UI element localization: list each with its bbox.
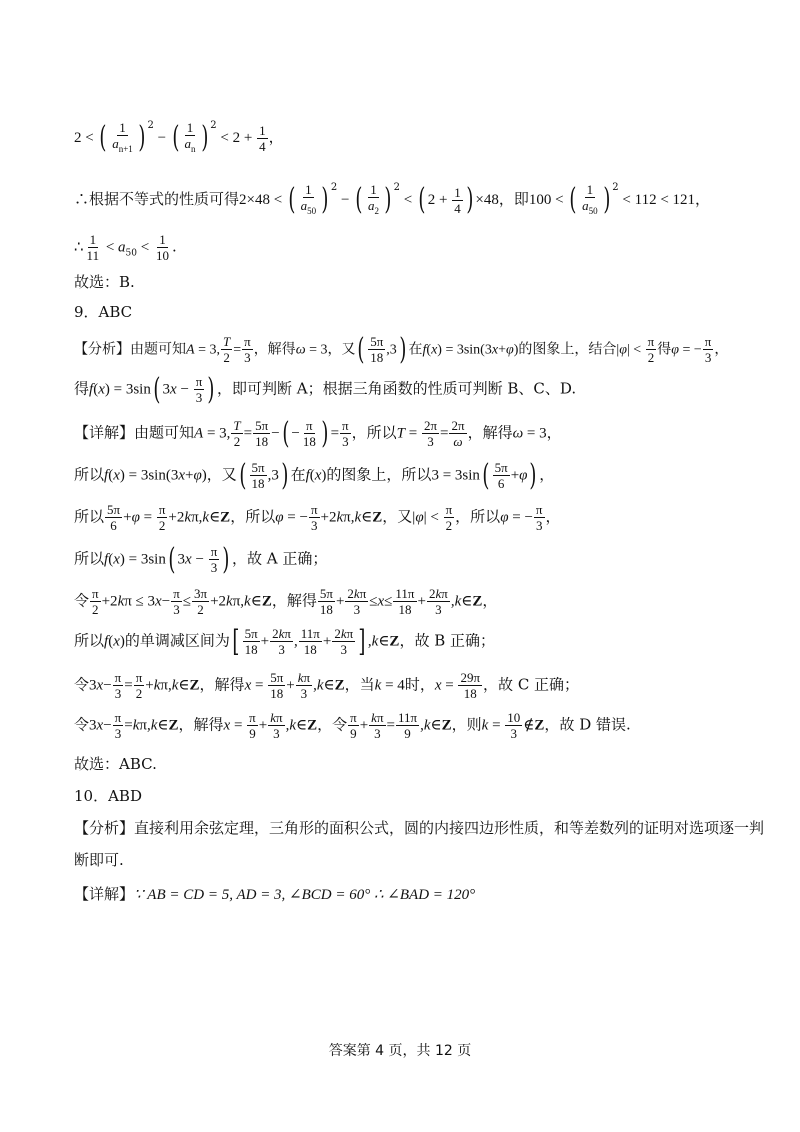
q9-detail-line-4: 所以f(x) = 3sin( 3x − $\frac{\pi}{3}$ ) ，故 A 正确；: [74, 541, 328, 577]
page-footer: 答案第 4 页，共 12 页: [328, 1043, 472, 1059]
result-line: ∴ $\frac{1}{11}$ < $a_{50}$ < $\frac{1}{10}$ .: [74, 232, 177, 263]
answer-line-9: 故选：ABC.: [74, 755, 157, 773]
q10-analysis-line-2: 断即可.: [74, 851, 124, 869]
q9-detail-line-5: 令 $\frac{\pi}{2}$ +2kπ ≤ 3x− $\frac{\pi}{3}$ ≤ $\frac{3\pi}{2}$ +2kπ,k∈Z，解得 $\frac{5\pi}{18}$ + $\frac{2k\pi}{3}$ ≤x≤ $\frac{11\pi}{18}$ + $\frac{2k\pi}{3}$ ,k∈Z，: [74, 586, 498, 617]
answer-line-8: 故选：B.: [74, 273, 135, 291]
q9-detail-line-8: 令3x− $\frac{\pi}{3}$ =kπ,k∈Z，解得x = $\frac{\pi}{9}$ + $\frac{k\pi}{3}$ ,k∈Z，令 $\frac{\pi}{9}$ + $\frac{k\pi}{3}$ = $\frac{11\pi}{9}$ ,k∈Z，则k = $\frac{10}{3}$ ∉Z，故 D 错误.: [74, 710, 631, 741]
q9-detail-line-7: 令3x− $\frac{\pi}{3}$ = $\frac{\pi}{2}$ +kπ,k∈Z，解得x = $\frac{5\pi}{18}$ + $\frac{k\pi}{3}$ ,k∈Z，当k = 4时，x = $\frac{29\pi}{18}$ ，故 C 正确；: [74, 670, 580, 701]
inequality-line-2: ∴根据不等式的性质可得2×48 < ( $\frac{1}{a_{50}}$ ) $^2$ − ( $\frac{1}{a_2}$ ) $^2$ < ( 2 + $\frac{1}{4}$ ) ×48，即100 < ( $\frac{1}{a_{50}}$ ) $^2$ < 112 < 121，: [74, 181, 711, 217]
q10-detail-line-1: 【详解】∵ AB = CD = 5, AD = 3, ∠BCD = 60° ∴ ∠BAD = 120°: [74, 885, 476, 903]
q9-analysis-line-1: 【分析】由题可知A = 3, $\frac{T}{2}$ = $\frac{\pi}{3}$ ，解得ω = 3，又( $\frac{5\pi}{18}$ ,3) 在f(x) = 3sin(3x+φ)的图象上，结合|φ| < $\frac{\pi}{2}$ 得φ = − $\frac{\pi}{3}$ ，: [74, 331, 729, 367]
inequality-line-1: 2 < ( $\frac{1}{a_{n+1}}$ ) $^2$ − ( $\frac{1}{a_n}$ ) $^2$ < 2 + $\frac{1}{4}$ ，: [74, 119, 284, 155]
q9-analysis-line-2: 得f(x) = 3sin( 3x − $\frac{\pi}{3}$ ) ，即可判断 A；根据三角函数的性质可判断 B、C、D.: [74, 371, 577, 407]
question-9-heading: 9．ABC: [74, 303, 133, 321]
q9-detail-line-3: 所以 $\frac{5\pi}{6}$ +φ = $\frac{\pi}{2}$ +2kπ,k∈Z，所以φ = − $\frac{\pi}{3}$ +2kπ,k∈Z，又|φ| < $\frac{\pi}{2}$ ，所以φ = − $\frac{\pi}{3}$ ，: [74, 502, 561, 533]
q9-detail-line-1: 【详解】由题可知A = 3, $\frac{T}{2}$ = $\frac{5\pi}{18}$ −( − $\frac{\pi}{18}$ ) = $\frac{\pi}{3}$ ，所以T = $\frac{2\pi}{3}$ = $\frac{2\pi}{\omega}$ ，解得ω = 3，: [74, 415, 562, 451]
q9-detail-line-6: 所以f(x)的单调减区间为[ $\frac{5\pi}{18}$ + $\frac{2k\pi}{3}$ , $\frac{11\pi}{18}$ + $\frac{2k\pi}{3}$ ] ,k∈Z，故 B 正确；: [74, 623, 495, 659]
question-10-heading: 10．ABD: [74, 787, 142, 805]
q9-detail-line-2: 所以f(x) = 3sin(3x+φ)，又( $\frac{5\pi}{18}$ ,3) 在f(x)的图象上，所以3 = 3sin( $\frac{5\pi}{6}$ +φ) ，: [74, 457, 555, 493]
q10-analysis-line-1: 【分析】直接利用余弦定理，三角形的面积公式，圆的内接四边形性质，和等差数列的证明对选项逐一判: [74, 819, 765, 837]
